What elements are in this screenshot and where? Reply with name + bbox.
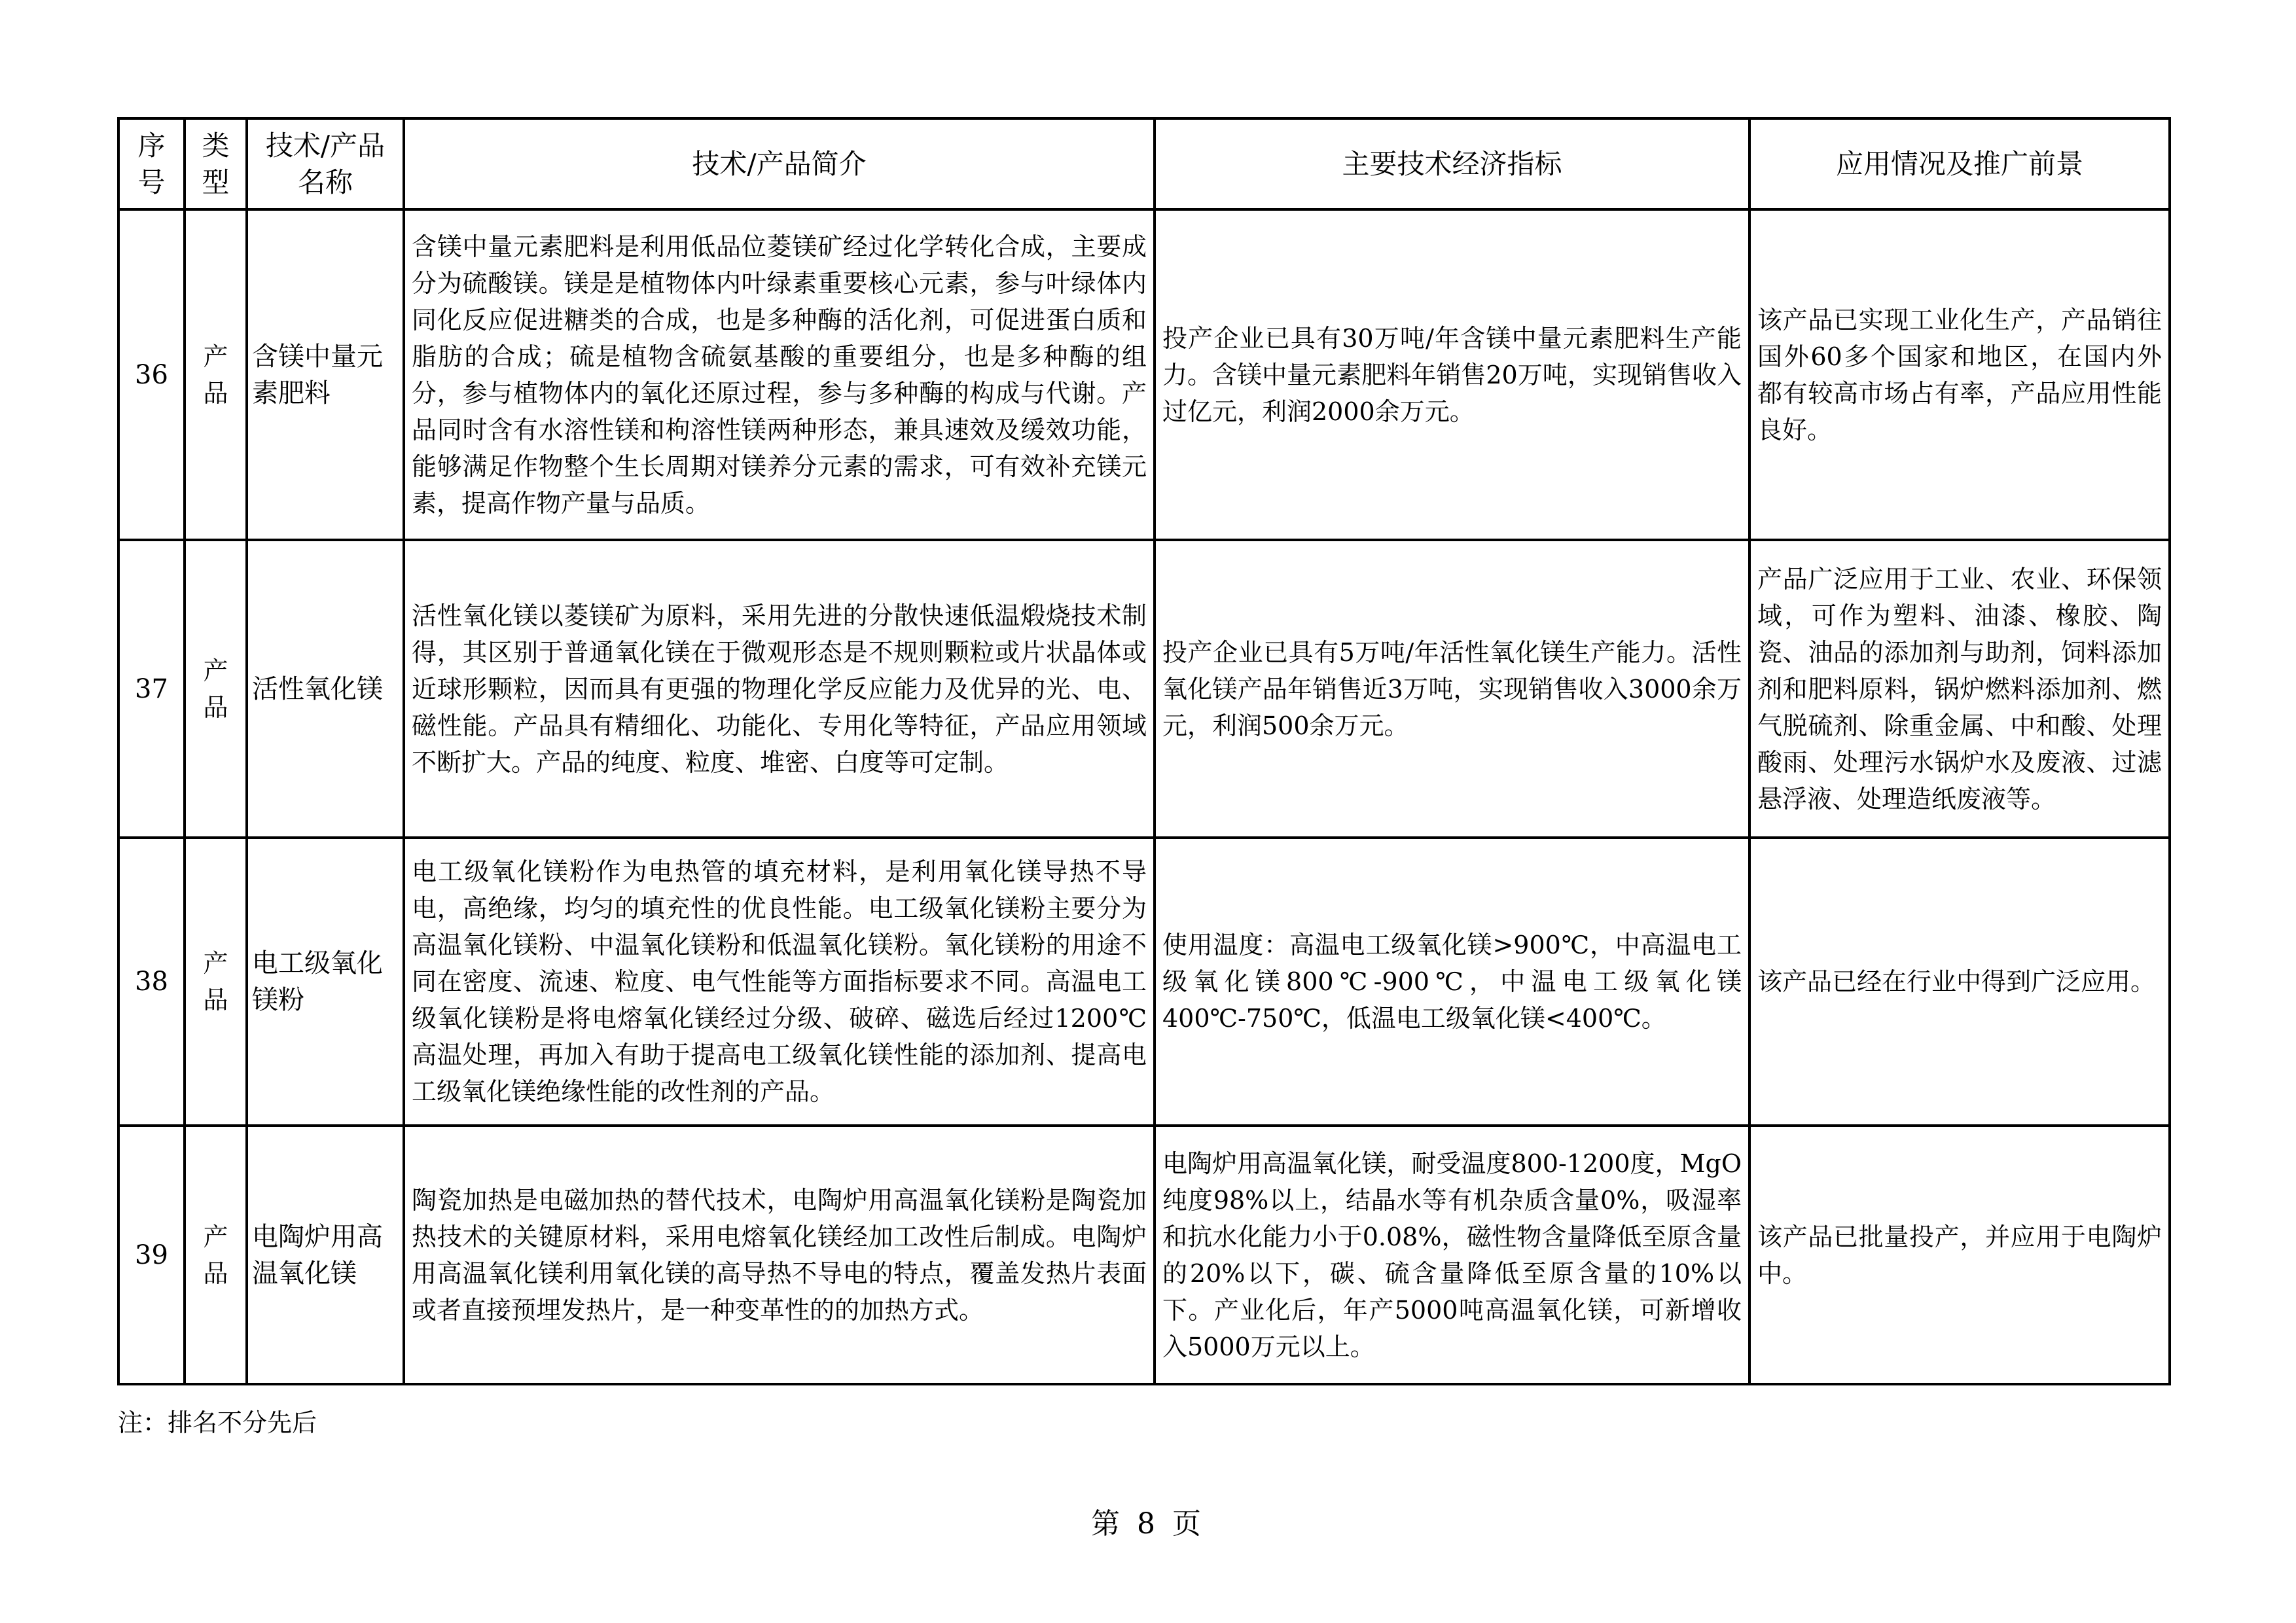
row-seq: 39: [118, 1126, 185, 1384]
header-intro: 技术/产品简介: [404, 118, 1155, 209]
row-application: 该产品已实现工业化生产，产品销往国外60多个国家和地区，在国内外都有较高市场占有率，产品应用性能良好。: [1749, 209, 2170, 540]
row-type: 产品: [185, 1126, 247, 1384]
table-row: [118, 838, 2170, 1126]
table-row: [118, 540, 2170, 838]
row-name: 活性氧化镁: [247, 540, 404, 838]
row-seq: 38: [118, 838, 185, 1126]
row-intro: 电工级氧化镁粉作为电热管的填充材料，是利用氧化镁导热不导电，高绝缘，均匀的填充性的优良性能。电工级氧化镁粉主要分为高温氧化镁粉、中温氧化镁粉和低温氧化镁粉。氧化镁粉的用途不同在密度、流速、粒度、电气性能等方面指标要求不同。高温电工级氧化镁粉是将电熔氧化镁经过分级、破碎、磁选后经过1200℃高温处理，再加入有助于提高电工级氧化镁性能的添加剂、提高电工级氧化镁绝缘性能的改性剂的产品。: [404, 838, 1155, 1126]
table-row: [118, 1126, 2170, 1384]
row-seq: 36: [118, 209, 185, 540]
row-seq: 37: [118, 540, 185, 838]
row-type: 产品: [185, 209, 247, 540]
row-indicators: 电陶炉用高温氧化镁，耐受温度800-1200度，MgO纯度98%以上，结晶水等有机杂质含量0%，吸湿率和抗水化能力小于0.08%，磁性物含量降低至原含量的20%以下，碳、硫含量降低至原含量的10%以下。产业化后，年产5000吨高温氧化镁，可新增收入5000万元以上。: [1155, 1126, 1749, 1384]
row-name: 电陶炉用高温氧化镁: [247, 1126, 404, 1384]
header-seq: 序号: [118, 118, 185, 209]
header-type: 类型: [185, 118, 247, 209]
row-indicators: 投产企业已具有5万吨/年活性氧化镁生产能力。活性氧化镁产品年销售近3万吨，实现销售收入3000余万元，利润500余万元。: [1155, 540, 1749, 838]
row-type: 产品: [185, 838, 247, 1126]
row-type: 产品: [185, 540, 247, 838]
row-indicators: 使用温度：高温电工级氧化镁>900℃，中高温电工级氧化镁800℃-900℃，中温电工级氧化镁400℃-750℃，低温电工级氧化镁<400℃。: [1155, 838, 1749, 1126]
header-indicators: 主要技术经济指标: [1155, 118, 1749, 209]
table-header-row: [118, 118, 2170, 209]
row-intro: 陶瓷加热是电磁加热的替代技术，电陶炉用高温氧化镁粉是陶瓷加热技术的关键原材料，采用电熔氧化镁经加工改性后制成。电陶炉用高温氧化镁利用氧化镁的高导热不导电的特点，覆盖发热片表面或者直接预埋发热片，是一种变革性的的加热方式。: [404, 1126, 1155, 1384]
table-row: [118, 209, 2170, 540]
row-application: 该产品已经在行业中得到广泛应用。: [1749, 838, 2170, 1126]
technology-product-table: [117, 117, 2171, 1385]
row-application: 该产品已批量投产，并应用于电陶炉中。: [1749, 1126, 2170, 1384]
header-name: 技术/产品名称: [247, 118, 404, 209]
header-application: 应用情况及推广前景: [1749, 118, 2170, 209]
row-intro: 活性氧化镁以菱镁矿为原料，采用先进的分散快速低温煅烧技术制得，其区别于普通氧化镁在于微观形态是不规则颗粒或片状晶体或近球形颗粒，因而具有更强的物理化学反应能力及优异的光、电、磁性能。产品具有精细化、功能化、专用化等特征，产品应用领域不断扩大。产品的纯度、粒度、堆密、白度等可定制。: [404, 540, 1155, 838]
table-note: 注：排名不分先后: [118, 1408, 317, 1437]
row-intro: 含镁中量元素肥料是利用低品位菱镁矿经过化学转化合成，主要成分为硫酸镁。镁是是植物体内叶绿素重要核心元素，参与叶绿体内同化反应促进糖类的合成，也是多种酶的活化剂，可促进蛋白质和脂肪的合成；硫是植物含硫氨基酸的重要组分，也是多种酶的组分，参与植物体内的氧化还原过程，参与多种酶的构成与代谢。产品同时含有水溶性镁和枸溶性镁两种形态，兼具速效及缓效功能，能够满足作物整个生长周期对镁养分元素的需求，可有效补充镁元素，提高作物产量与品质。: [404, 209, 1155, 540]
row-indicators: 投产企业已具有30万吨/年含镁中量元素肥料生产能力。含镁中量元素肥料年销售20万吨，实现销售收入过亿元，利润2000余万元。: [1155, 209, 1749, 540]
row-name: 含镁中量元素肥料: [247, 209, 404, 540]
page-number: 第 8 页: [1091, 1507, 1205, 1541]
row-name: 电工级氧化镁粉: [247, 838, 404, 1126]
row-application: 产品广泛应用于工业、农业、环保领域，可作为塑料、油漆、橡胶、陶瓷、油品的添加剂与助剂，饲料添加剂和肥料原料，锅炉燃料添加剂、燃气脱硫剂、除重金属、中和酸、处理酸雨、处理污水锅炉水及废液、过滤悬浮液、处理造纸废液等。: [1749, 540, 2170, 838]
